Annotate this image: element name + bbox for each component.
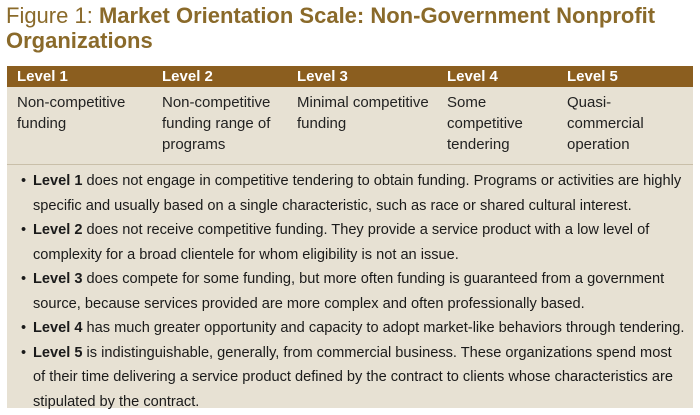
note-level-text: does not engage in competitive tendering to obtain funding. Programs or activities are highly specific and usually based on a single characteristic, such as race or shared cultural interest. (33, 173, 682, 214)
note-level-label: Level 3 (33, 271, 83, 287)
header-level-5: Level 5 (567, 68, 618, 85)
bullet-icon: • (21, 320, 27, 336)
note-level-5 (21, 341, 685, 415)
bullet-icon: • (21, 344, 27, 361)
table-header-row (7, 66, 693, 87)
description-level-2: Non-competitive funding range of programs (162, 94, 271, 153)
figure-label: Figure 1: (6, 3, 99, 28)
note-level-text: has much greater opportunity and capacity to adopt market-like behaviors through tendering. (82, 320, 685, 336)
bullet-icon: • (21, 173, 27, 189)
note-level-label: Level 2 (33, 222, 83, 238)
note-level-label: Level 4 (33, 320, 83, 336)
description-level-5: Quasi-commercial operation (567, 94, 644, 153)
bullet-icon: • (21, 271, 27, 287)
bullet-icon: • (21, 222, 27, 238)
header-level-1: Level 1 (17, 68, 68, 85)
note-level-text: does not receive competitive funding. They provide a service product with a low level of complexity for a broad clientele for whom eligibility is not an issue. (33, 222, 650, 263)
note-level-text: is indistinguishable, generally, from commercial business. These organizations spend most of their time delivering a service product defined by the contract to clients whose characteristics are stipulated by the contract. (33, 344, 674, 410)
note-level-1 (21, 169, 685, 218)
note-level-3 (21, 267, 685, 316)
note-level-2 (21, 218, 685, 267)
level-notes-list (7, 164, 693, 408)
header-level-3: Level 3 (297, 68, 348, 85)
figure-title-text: Market Orientation Scale: Non-Government Nonprofit Organizations (6, 3, 656, 53)
note-level-label: Level 5 (33, 344, 83, 361)
header-level-4: Level 4 (447, 68, 498, 85)
market-orientation-table (7, 66, 693, 180)
description-level-4: Some competitive tendering (447, 94, 523, 153)
description-level-3: Minimal competitive funding (297, 94, 429, 132)
note-level-label: Level 1 (33, 173, 83, 189)
note-level-4 (21, 316, 685, 341)
header-level-2: Level 2 (162, 68, 213, 85)
figure-title (6, 3, 696, 53)
note-level-text: does compete for some funding, but more often funding is guaranteed from a government source, because services provided are more complex and often professionally based. (33, 271, 665, 312)
description-level-1: Non-competitive funding (17, 94, 126, 132)
